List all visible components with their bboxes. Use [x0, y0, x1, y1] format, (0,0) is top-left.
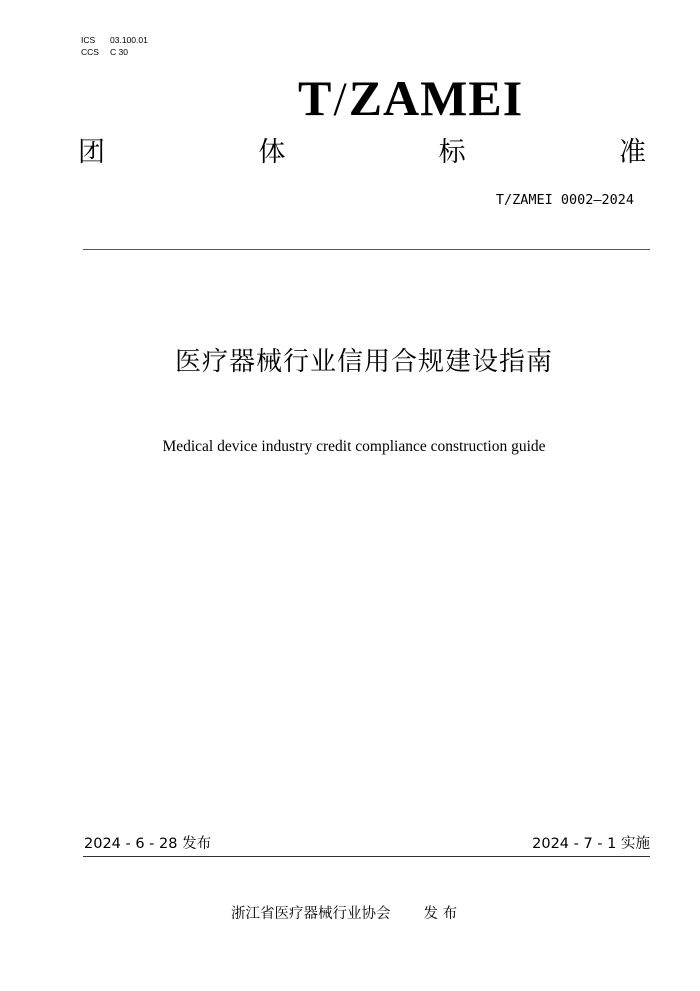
issuer-line [231, 904, 457, 924]
logo-prefix: T [298, 70, 332, 126]
standard-number: T/ZAMEI 0002—2024 [495, 192, 634, 208]
association-logo [298, 70, 628, 126]
issuer-action: 发 布 [423, 906, 458, 922]
ccs-label: CCS [81, 47, 99, 57]
standard-type-char: 标 [438, 137, 466, 168]
logo-org: ZAMEI [348, 70, 524, 126]
implement-date: 2024 - 7 - 1 实施 [532, 836, 650, 852]
title-chinese: 医疗器械行业信用合规建设指南 [174, 347, 553, 377]
standard-type-char: 体 [258, 137, 286, 168]
standard-type-heading [78, 134, 646, 172]
ics-label: ICS [81, 35, 96, 45]
standard-type-char: 团 [78, 137, 105, 168]
publish-date: 2024 - 6 - 28 发布 [84, 836, 212, 852]
ccs-code: C 30 [110, 47, 128, 57]
top-divider [83, 249, 650, 250]
ccs-classification [81, 47, 128, 57]
logo-separator: / [333, 73, 347, 126]
ics-code: 03.100.01 [110, 35, 148, 45]
title-english: Medical device industry credit compliance construction guide [162, 438, 546, 455]
bottom-divider [83, 856, 650, 857]
ics-classification [81, 35, 148, 45]
issuer-name: 浙江省医疗器械行业协会 [231, 906, 391, 922]
standard-type-char: 准 [618, 137, 646, 168]
